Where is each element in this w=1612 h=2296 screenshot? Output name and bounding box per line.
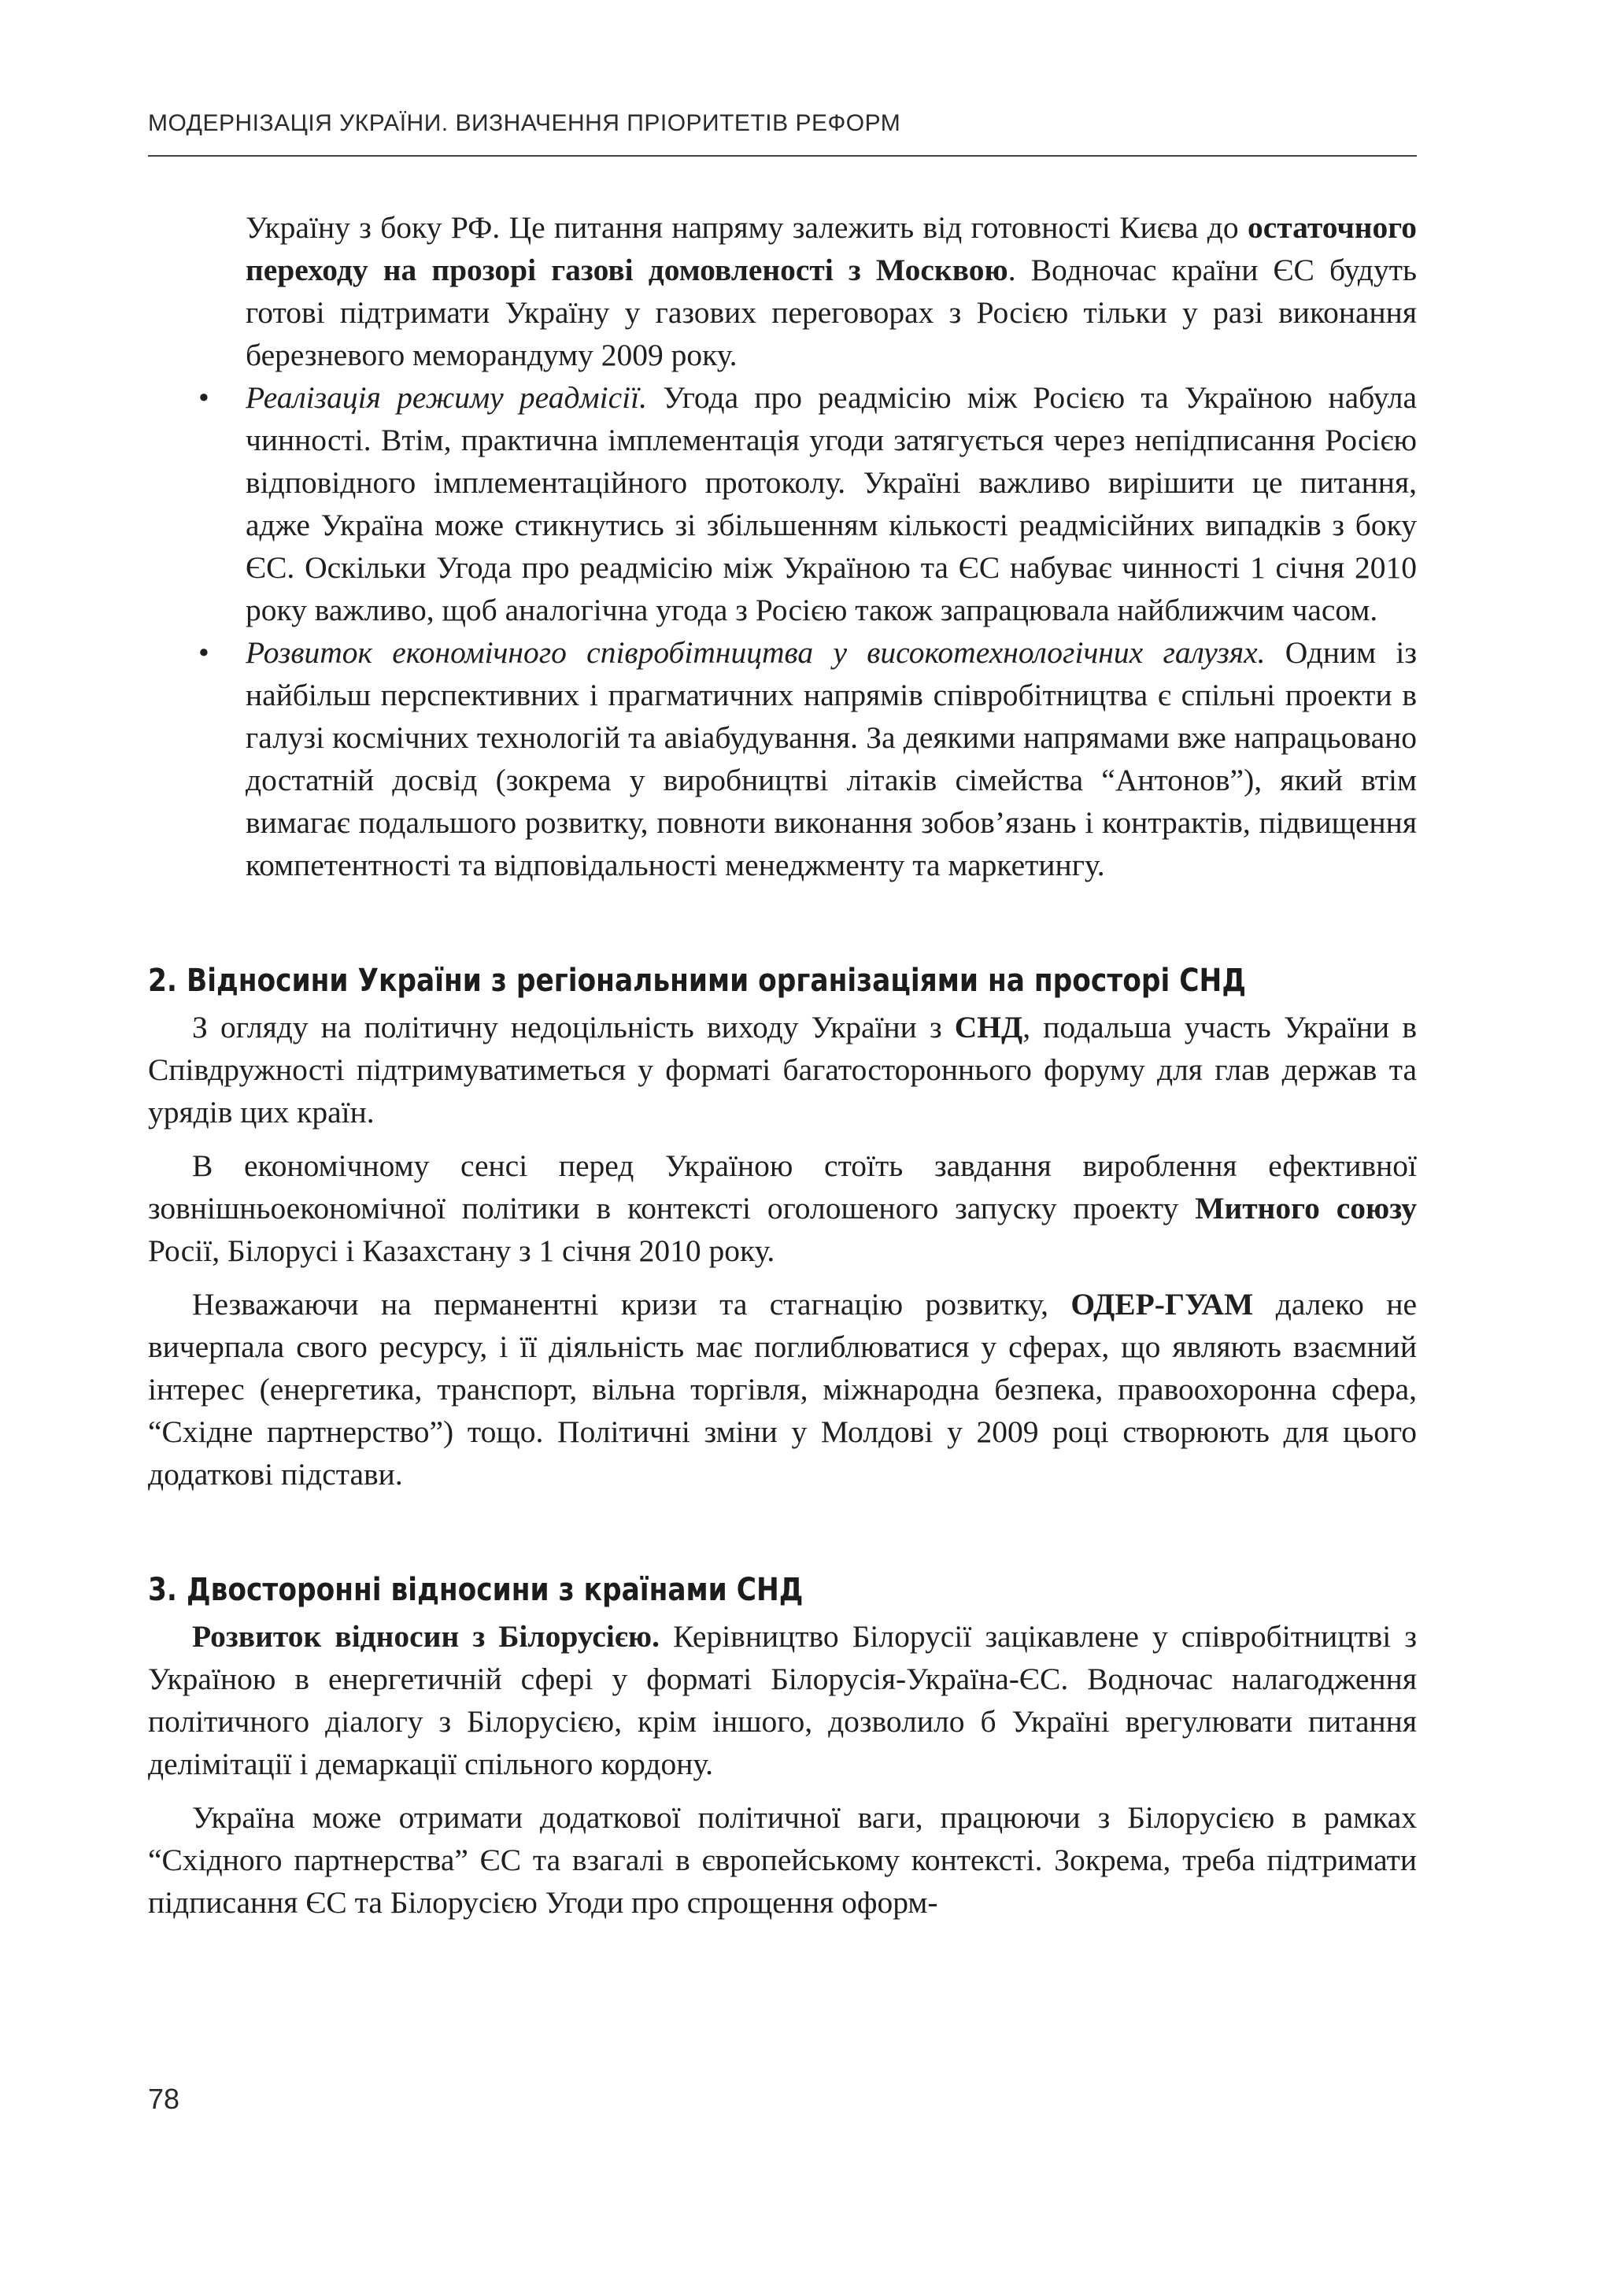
section-2-paragraph-3 (148, 1283, 1417, 1496)
s2p1-text-1: З огляду на політичну недоцільність виходу України з (192, 1010, 955, 1044)
bullet-readmission (148, 376, 1417, 631)
section-3-heading: 3. Двосторонні відносини з країнами СНД (148, 1572, 804, 1608)
s3p2-text: Україна може отримати додаткової політичної ваги, працюючи з Білорусією в рамках “Східного партнерства” ЄС та взагалі в європейському контексті. Зокрема, треба підтримати підписання ЄС та Білорусією Угоди про спрощення оформ- (148, 1800, 1417, 1920)
s2p3-text-1: Незважаючи на перманентні кризи та стагнацію розвитку, (192, 1287, 1071, 1322)
s2p1-text-2: , подальша участь України в Співдружності підтримуватиметься у форматі багатостороннього форуму для глав держав та урядів цих країн. (148, 1010, 1417, 1130)
s2p2-bold: Митного союзу (1195, 1191, 1417, 1226)
bullet-icon: • (198, 635, 209, 670)
section-2-heading: 2. Відносини України з регіональними організаціями на просторі СНД (148, 963, 1246, 999)
s2p2-text-1: В економічному сенсі перед Україною стоїть завдання вироблення ефективної зовнішньоекономічної політики в контексті оголошеного запуску проекту (148, 1148, 1417, 1226)
section-2-paragraph-2 (148, 1144, 1417, 1272)
page-body (148, 206, 1417, 1924)
s3p1-bold: Розвиток відносин з Білорусією. (192, 1619, 660, 1654)
bullet-icon: • (198, 380, 209, 415)
bullet-readmission-title: Реалізація режиму реадмісії. (246, 380, 647, 415)
s2p1-bold: СНД (954, 1010, 1023, 1044)
bullet-hightech-text: Одним із найбільш перспективних і прагматичних напрямів співробітництва є спільні проекти в галузі космічних технологій та авіабудування. За деякими напрямами вже напрацьовано достатній досвід (зокрема у виробництві літаків сімейства “Антонов”), який втім вимагає подальшого розвитку, повноти виконання зобов’язань і контрактів, підвищення компетентності та відповідальності менеджменту та маркетингу. (246, 635, 1418, 882)
section-3-paragraph-2 (148, 1796, 1417, 1924)
intro-text-1: Україну з боку РФ. Це питання напряму залежить від готовності Києва до (246, 210, 1248, 245)
bullet-hightech-title: Розвиток економічного співробітництва у високотехнологічних галузях. (246, 635, 1266, 670)
s3p1-text: Керівництво Білорусії зацікавлене у співробітництві з Україною в енергетичній сфері у форматі Білорусія-Україна-ЄС. Водночас налагодження політичного діалогу з Білорусією, крім іншого, дозволило б Україні врегулювати питання делімітації і демаркації спільного кордону. (148, 1619, 1417, 1781)
running-head: МОДЕРНІЗАЦІЯ УКРАЇНИ. ВИЗНАЧЕННЯ ПРІОРИТЕТІВ РЕФОРМ (148, 110, 901, 136)
intro-bold-phrase: остаточного переходу на прозорі газові домовленості з Москвою (246, 210, 1417, 287)
intro-paragraph (148, 206, 1417, 376)
intro-text-2: . Водночас країни ЄС будуть готові підтримати Україну у газових переговорах з Росією тільки у разі виконання березневого меморандуму 2009 року. (246, 253, 1417, 372)
s2p3-text-2: далеко не вичерпала свого ресурсу, і її діяльність має поглиблюватися у сферах, що являють взаємний інтерес (енергетика, транспорт, вільна торгівля, міжнародна безпека, правоохоронна сфера, “Східне партнерство”) тощо. Політичні зміни у Молдові у 2009 році створюють для цього додаткові підстави. (148, 1287, 1417, 1492)
page-number: 78 (148, 2083, 180, 2115)
header-divider (148, 155, 1417, 157)
bullet-hightech-cooperation (148, 631, 1417, 886)
section-3-paragraph-1 (148, 1615, 1417, 1785)
section-2-paragraph-1 (148, 1006, 1417, 1133)
bullet-readmission-text: Угода про реадмісію між Росією та Україною набула чинності. Втім, практична імплементація угоди затягується через непідписання Росією відповідного імплементаційного протоколу. Україні важливо вирішити це питання, адже Україна може стикнутись зі збільшенням кількості реадмісійних випадків з боку ЄС. Оскільки Угода про реадмісію між Україною та ЄС набуває чинності 1 січня 2010 року важливо, щоб аналогічна угода з Росією також запрацювала найближчим часом. (246, 380, 1418, 627)
s2p2-text-2: Росії, Білорусі і Казахстану з 1 січня 2010 року. (148, 1233, 775, 1268)
s2p3-bold: ОДЕР-ГУАМ (1070, 1287, 1254, 1322)
